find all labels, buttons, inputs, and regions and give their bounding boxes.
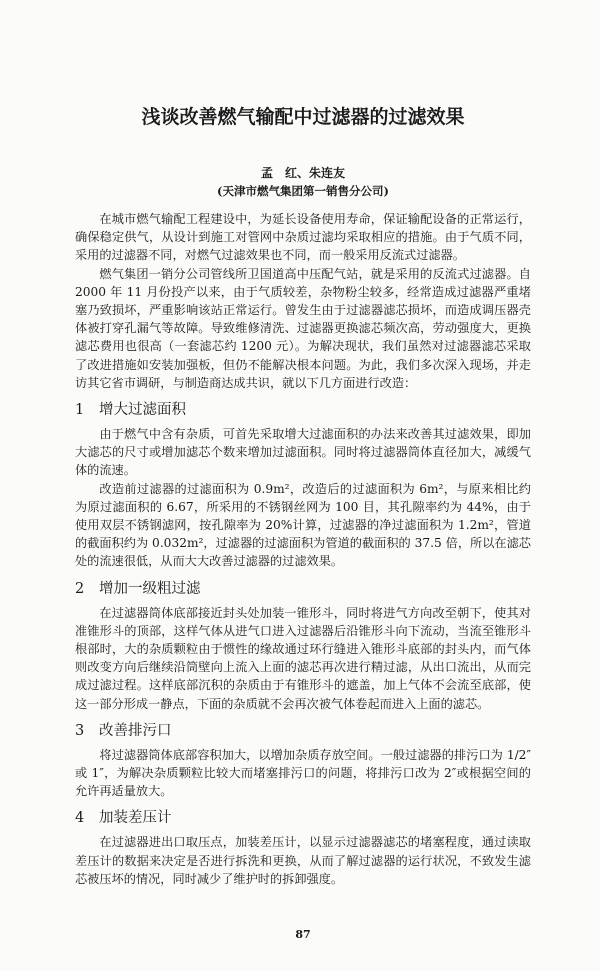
authors: 孟 红、朱连友 <box>260 166 345 180</box>
paragraph: 在过滤器进出口取压点，加装差压计，以显示过滤器滤芯的堵塞程度，通过读取差压计的数据来决定是否进行拆洗和更换，从而了解过滤器的运行状况，不致发生滤芯被压坏的情况，同时减少了维护时的拆卸强度。 <box>75 835 531 886</box>
section-number: 1 <box>75 402 85 419</box>
paragraph: 将过滤器筒体底部容积加大，以增加杂质存放空间。一般过滤器的排污口为 1/2″或 1″，为解决杂质颗粒比较大而堵塞排污口的问题，将排污口改为 2″或根据空间的允许再适量放大。 <box>75 747 531 799</box>
paragraph: 由于燃气中含有杂质，可首先采取增大过滤面积的办法来改善其过滤效果，即加大滤芯的尺寸或增加滤芯个数来增加过滤面积。同时将过滤器筒体直径加大，减缓气体的流速。 <box>75 427 531 478</box>
section-1-body <box>75 425 531 571</box>
section-title: 增加一级粗过滤 <box>99 580 201 597</box>
section-title: 增大过滤面积 <box>99 402 186 419</box>
section-heading-2 <box>75 579 531 599</box>
section-3-body <box>75 746 531 801</box>
affiliation: (天津市燃气集团第一销售分公司) <box>217 184 389 198</box>
section-heading-1 <box>75 400 531 420</box>
section-title: 改善排污口 <box>99 722 172 739</box>
section-number: 3 <box>75 722 85 739</box>
paper-title: 浅谈改善燃气输配中过滤器的过滤效果 <box>141 106 465 128</box>
paragraph: 燃气集团一销分公司管线所卫国道高中压配气站，就是采用的反流式过滤器。自 2000 年 11 月份投产以来，由于气质较差，杂物粉尘较多，经常造成过滤器严重堵塞乃致损坏，严重影响该站正常运行。曾发生由于过滤器滤芯损坏，而造成调压器壳体被打穿孔漏气等故障。导致维修清洗、过滤器更换滤芯频次高，劳动强度大，更换滤芯费用也很高（一套滤芯约 1200 元）。为解决现状，我们虽然对过滤器滤芯采取了改进措施如安装加强板，但仍不能解决根本问题。为此，我们多次深入现场，并走访其它省市调研，与制造商达成共识，就以下几方面进行改造： <box>75 266 531 390</box>
intro-section <box>75 210 531 392</box>
paragraph: 改造前过滤器的过滤面积为 0.9m²，改造后的过滤面积为 6m²，与原来相比约为原过滤面积的 6.67，所采用的不锈钢丝网为 100 目，其孔隙率约为 44%，由于使用双层不锈钢滤网，按孔隙率为 20%计算，过滤器的净过滤面积为 1.2m²，管道的截面积约为 0.032m²，过滤器的过滤面积为管道的截面积的 37.5 倍，所以在滤芯处的流速很低，从而大大改善过滤器的过滤效果。 <box>75 481 531 569</box>
page-number: 87 <box>295 928 311 942</box>
section-heading-3 <box>75 721 531 741</box>
section-number: 2 <box>75 580 85 597</box>
section-2-body <box>75 604 531 713</box>
section-heading-4 <box>75 808 531 828</box>
paragraph: 在城市燃气输配工程建设中，为延长设备使用寿命，保证输配设备的正常运行，确保稳定供气，从设计到施工对管网中杂质过滤均采取相应的措施。由于气质不同，采用的过滤器不同，对燃气过滤效果也不同，而一般采用反流式过滤器。 <box>75 212 531 263</box>
section-4-body <box>75 833 531 888</box>
section-number: 4 <box>75 810 85 827</box>
section-title: 加装差压计 <box>99 810 172 827</box>
paragraph: 在过滤器筒体底部接近封头处加装一锥形斗，同时将进气方向改至朝下，使其对准锥形斗的顶部，这样气体从进气口进入过滤器后沿锥形斗向下流动，当流至锥形斗根部时，大的杂质颗粒由于惯性的缘故通过环行缝进入锥形斗底部的封头内，而气体则改变方向后继续沿筒壁向上流入上面的滤芯再次进行精过滤，从出口流出，从而完成过滤过程。这样底部沉积的杂质由于有锥形斗的遮盖，加上气体不会流至底部，使这一部分形成一静点，下面的杂质就不会再次被气体卷起而进入上面的滤芯。 <box>75 605 531 711</box>
